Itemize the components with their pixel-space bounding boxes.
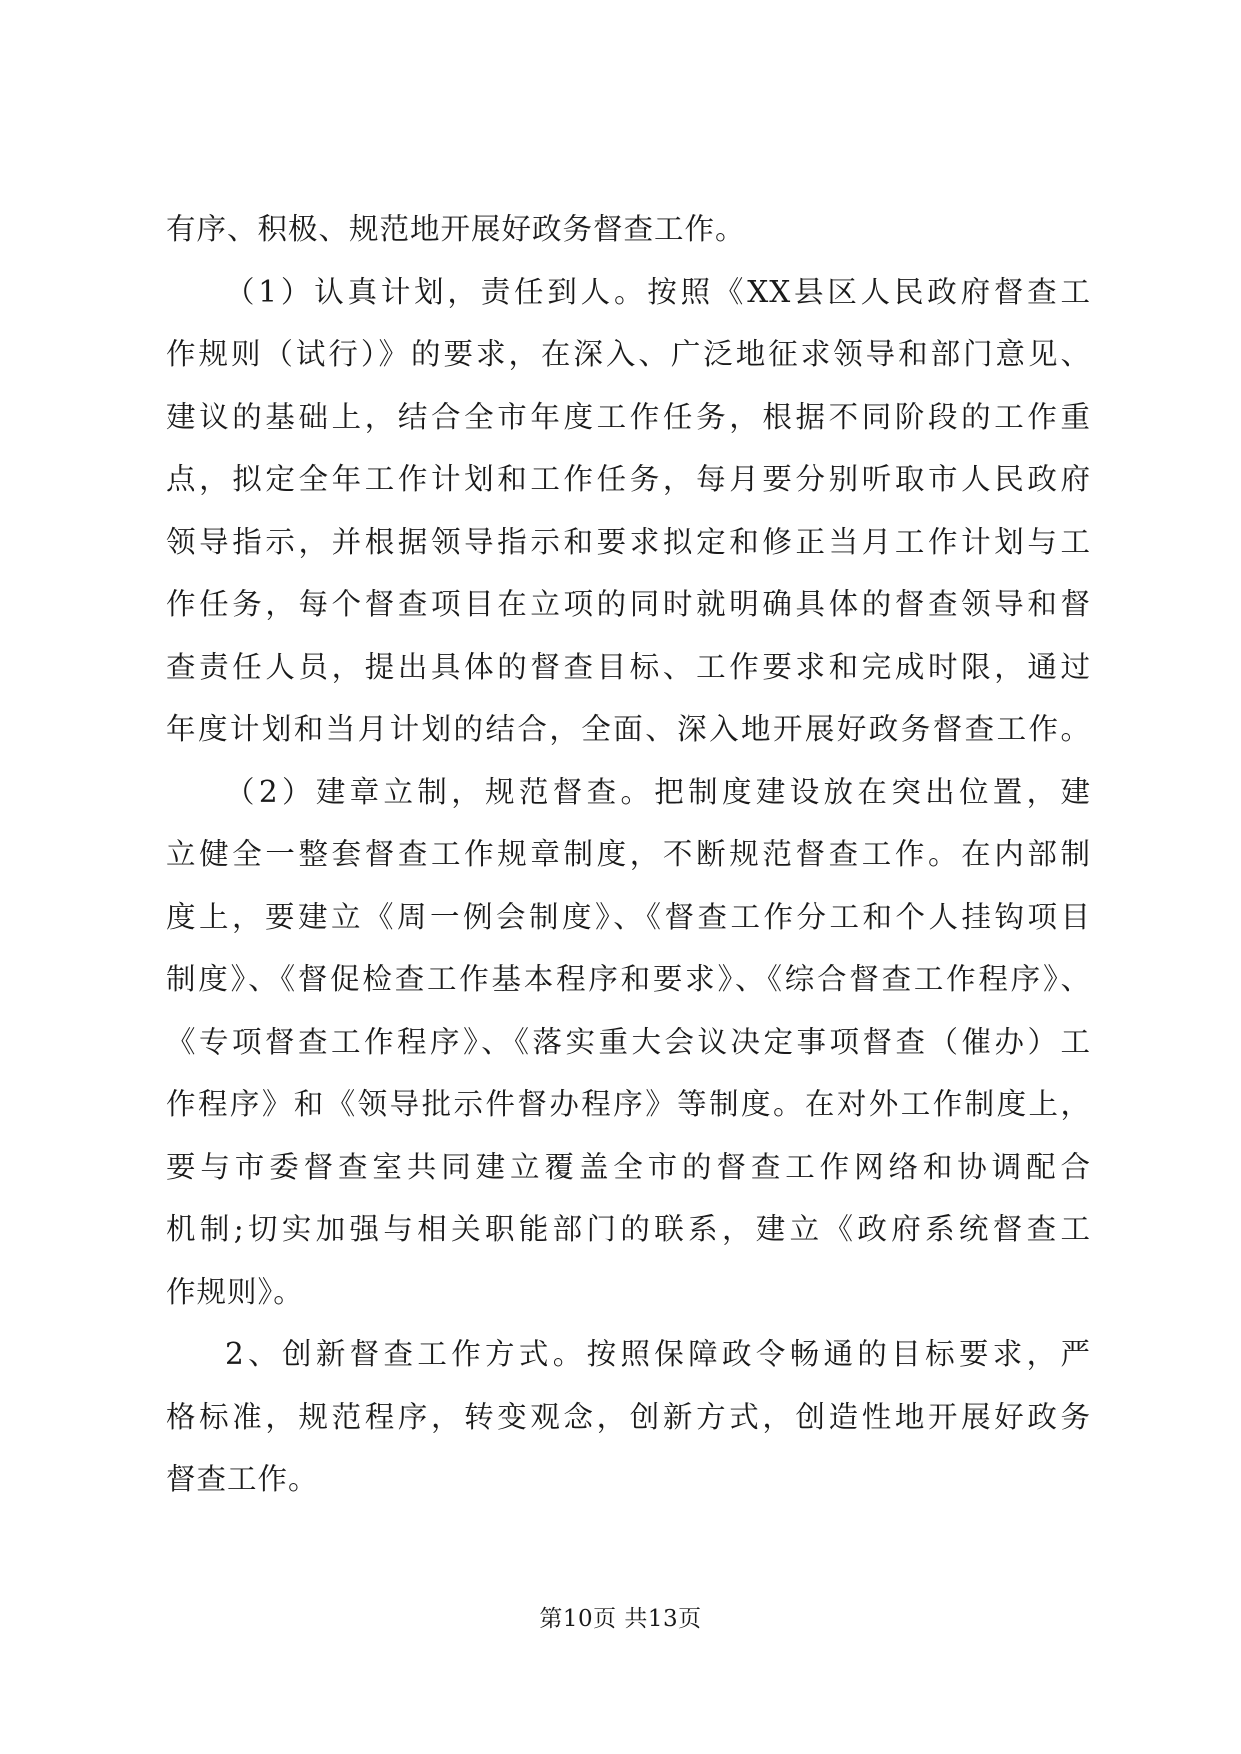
text-line: 格标准，规范程序，转变观念，创新方式，创造性地开展好政务 xyxy=(166,1399,1091,1434)
text-line: 查责任人员，提出具体的督查目标、工作要求和完成时限，通过 xyxy=(166,649,1091,684)
text-line: 2、创新督查工作方式。按照保障政令畅通的目标要求，严 xyxy=(225,1337,1091,1371)
text-line: （1）认真计划，责任到人。按照《XX县区人民政府督查工 xyxy=(225,274,1091,309)
text-line: 点，拟定全年工作计划和工作任务，每月要分别听取市人民政府 xyxy=(166,462,1091,496)
text-line: 度上，要建立《周一例会制度》、《督查工作分工和个人挂钩项目 xyxy=(166,899,1091,934)
text-line: 建议的基础上，结合全市年度工作任务，根据不同阶段的工作重 xyxy=(166,399,1091,434)
text-line: 制度》、《督促检查工作基本程序和要求》、《综合督查工作程序》、 xyxy=(166,962,1091,996)
page-footer: 第10页 共13页 xyxy=(539,1606,702,1632)
text-line: （2）建章立制，规范督查。把制度建设放在突出位置，建 xyxy=(225,774,1091,809)
text-line: 作程序》和《领导批示件督办程序》等制度。在对外工作制度上， xyxy=(166,1087,1091,1121)
text-line: 领导指示，并根据领导指示和要求拟定和修正当月工作计划与工 xyxy=(166,524,1091,559)
text-line: 机制;切实加强与相关职能部门的联系，建立《政府系统督查工 xyxy=(166,1212,1091,1246)
body-text xyxy=(166,198,1091,1511)
text-line: 有序、积极、规范地开展好政务督查工作。 xyxy=(166,212,746,246)
text-line: 《专项督查工作程序》、《落实重大会议决定事项督查（催办）工 xyxy=(166,1024,1091,1059)
text-line: 要与市委督查室共同建立覆盖全市的督查工作网络和协调配合 xyxy=(166,1149,1091,1184)
text-line: 作规则（试行）》的要求，在深入、广泛地征求领导和部门意见、 xyxy=(166,337,1091,371)
text-line: 督查工作。 xyxy=(166,1462,319,1496)
text-line: 作任务，每个督查项目在立项的同时就明确具体的督查领导和督 xyxy=(166,587,1091,621)
text-line: 立健全一整套督查工作规章制度，不断规范督查工作。在内部制 xyxy=(166,837,1091,871)
text-line: 年度计划和当月计划的结合，全面、深入地开展好政务督查工作。 xyxy=(166,712,1091,746)
text-line: 作规则》。 xyxy=(166,1274,304,1309)
